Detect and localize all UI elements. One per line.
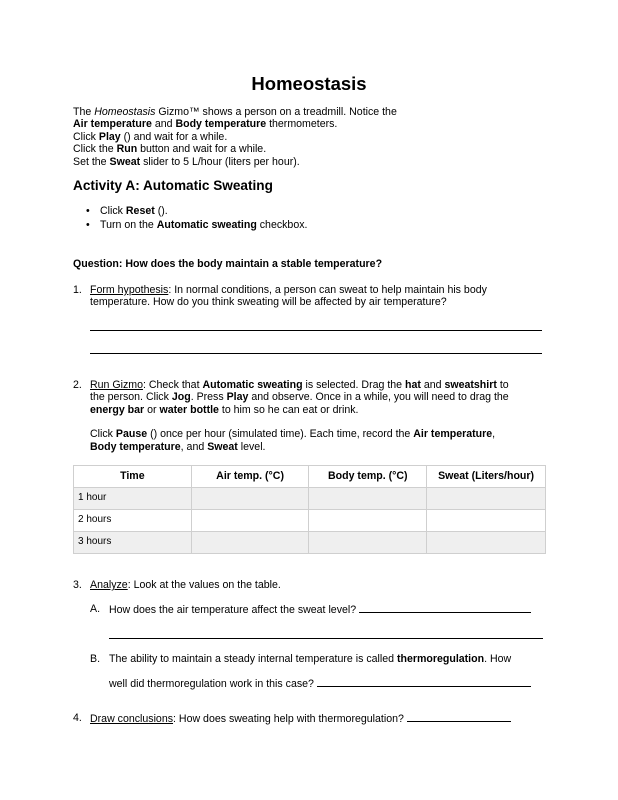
table-header-row xyxy=(74,466,546,488)
table-cell-input[interactable] xyxy=(309,488,427,510)
column-header-sweat: Sweat (Liters/hour) xyxy=(427,466,546,488)
page-title: Homeostasis xyxy=(251,73,367,94)
intro-line-1: The Homeostasis Gizmo™ shows a person on a treadmill. Notice the xyxy=(73,106,397,118)
table-cell-input[interactable] xyxy=(191,510,309,532)
table-cell-input[interactable] xyxy=(309,532,427,554)
answer-line[interactable] xyxy=(359,603,531,613)
main-question: Question: How does the body maintain a stable temperature? xyxy=(73,258,383,270)
column-header-body-temp: Body temp. (°C) xyxy=(309,466,427,488)
table-cell-input[interactable] xyxy=(191,488,309,510)
table-cell-input[interactable] xyxy=(427,488,546,510)
question-4: 4. Draw conclusions: How does sweating help with thermoregulation? xyxy=(73,712,548,725)
answer-line[interactable] xyxy=(90,330,542,331)
intro-line-5: Set the Sweat slider to 5 L/hour (liters per hour). xyxy=(73,155,300,168)
question-1: 1. Form hypothesis: In normal conditions, a person can sweat to help maintain his body temperature. How do you think sweating will be affected by air temperature? xyxy=(73,284,487,309)
question-number: 1. xyxy=(73,284,82,296)
answer-line[interactable] xyxy=(407,712,511,722)
sub-question-label: B. xyxy=(90,653,101,665)
intro-line-4: Click the Run button and wait for a while. xyxy=(73,143,267,156)
intro-paragraph xyxy=(73,106,553,168)
column-header-time: Time xyxy=(74,466,192,488)
question-2: 2. Run Gizmo: Check that Automatic sweating is selected. Drag the hat and sweatshirt to the person. Click Jog. Press Play and observe. Once in a while, you will need to drag the energy bar or water bottle to him so he can eat or drink. Click Pause () once per hour (simulated time). Each time, record the Air temperature, Body temperature, and Sweat level. xyxy=(73,379,509,453)
question-label: Analyze xyxy=(90,579,128,591)
activity-heading: Activity A: Automatic Sweating xyxy=(73,178,273,193)
column-header-air-temp: Air temp. (°C) xyxy=(191,466,309,488)
question-number: 4. xyxy=(73,712,82,724)
question-3: 3. Analyze: Look at the values on the table. xyxy=(73,579,281,591)
answer-line[interactable] xyxy=(317,677,531,687)
question-label: Draw conclusions xyxy=(90,713,174,725)
table-cell-time: 2 hours xyxy=(74,510,192,532)
table-cell-input[interactable] xyxy=(427,532,546,554)
question-number: 3. xyxy=(73,579,82,591)
activity-steps xyxy=(86,205,307,232)
table-cell-time: 1 hour xyxy=(74,488,192,510)
table-cell-input[interactable] xyxy=(191,532,309,554)
question-3a: A. How does the air temperature affect the sweat level? xyxy=(90,603,548,616)
question-3b: B. The ability to maintain a steady internal temperature is called thermoregulation. How well did thermoregulation work in this case? xyxy=(90,653,548,691)
list-item: • Turn on the Automatic sweating checkbox. xyxy=(86,219,307,233)
question-label: Form hypothesis xyxy=(90,284,169,296)
table-cell-time: 3 hours xyxy=(74,532,192,554)
question-label: Run Gizmo xyxy=(90,379,143,391)
answer-line[interactable] xyxy=(109,638,543,639)
intro-line-3: Click Play () and wait for a while. xyxy=(73,130,228,143)
table-cell-input[interactable] xyxy=(427,510,546,532)
table-row xyxy=(74,510,546,532)
data-table xyxy=(73,465,546,554)
list-item: • Click Reset (). xyxy=(86,205,307,219)
question-number: 2. xyxy=(73,379,82,391)
sub-question-label: A. xyxy=(90,603,101,615)
table-row xyxy=(74,488,546,510)
table-row xyxy=(74,532,546,554)
answer-line[interactable] xyxy=(90,353,542,354)
table-cell-input[interactable] xyxy=(309,510,427,532)
intro-line-2: Air temperature and Body temperature thermometers. xyxy=(73,118,338,131)
